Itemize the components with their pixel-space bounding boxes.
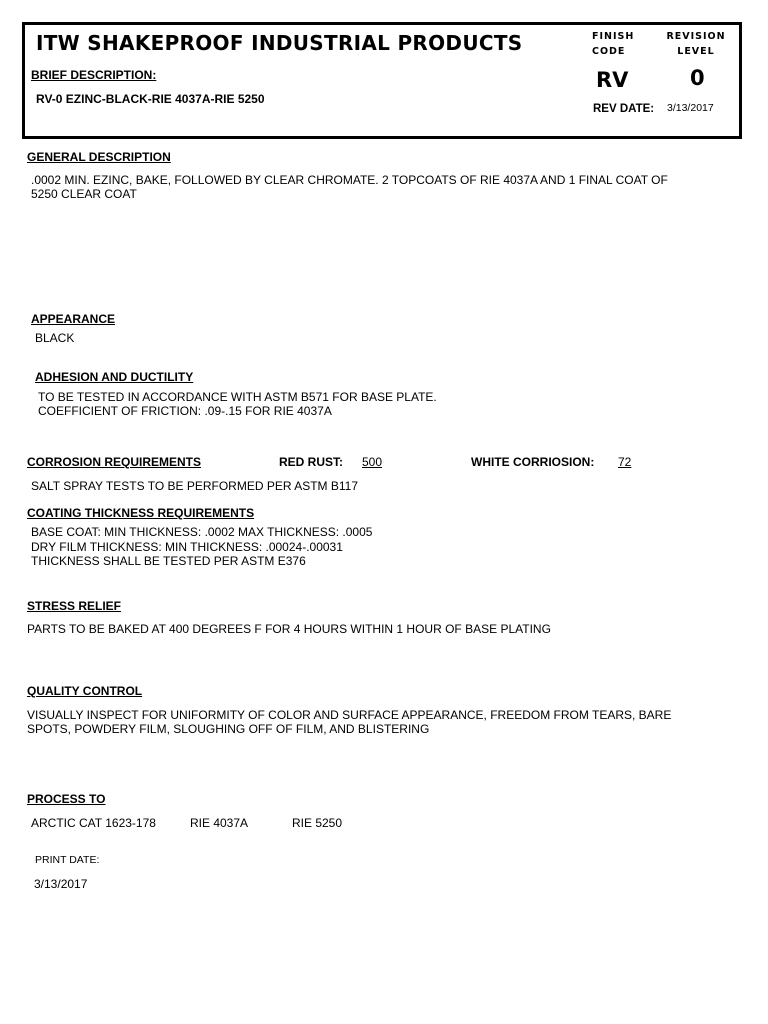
general-description-line1: .0002 MIN. EZINC, BAKE, FOLLOWED BY CLEAR CHROMATE. 2 TOPCOATS OF RIE 4037A AND 1 FINAL COAT OF	[31, 173, 668, 187]
brief-description-label: BRIEF DESCRIPTION:	[31, 68, 157, 82]
white-corrosion-value: 72	[618, 455, 632, 469]
revision-label-line1: REVISION	[666, 31, 726, 42]
finish-code-label-line2: CODE	[592, 46, 626, 57]
adhesion-heading: ADHESION AND DUCTILITY	[35, 370, 194, 384]
salt-spray-note: SALT SPRAY TESTS TO BE PERFORMED PER ASTM B117	[31, 479, 358, 493]
finish-code-label-line1: FINISH	[592, 31, 635, 42]
white-corrosion-label: WHITE CORRIOSION:	[471, 455, 595, 469]
coating-line3: THICKNESS SHALL BE TESTED PER ASTM E376	[31, 554, 306, 568]
coating-line2: DRY FILM THICKNESS: MIN THICKNESS: .00024-.00031	[31, 540, 343, 554]
general-description-line2: 5250 CLEAR COAT	[31, 187, 137, 201]
company-name: ITW SHAKEPROOF INDUSTRIAL PRODUCTS	[36, 31, 523, 55]
process-to-heading: PROCESS TO	[27, 792, 106, 806]
corrosion-heading: CORROSION REQUIREMENTS	[27, 455, 202, 469]
red-rust-label: RED RUST:	[279, 455, 344, 469]
quality-control-line2: SPOTS, POWDERY FILM, SLOUGHING OFF OF FILM, AND BLISTERING	[27, 722, 430, 736]
appearance-value: BLACK	[35, 331, 75, 345]
print-date-label: PRINT DATE:	[35, 854, 100, 866]
revision-level-value: 0	[690, 66, 705, 90]
finish-code-value: RV	[596, 68, 629, 92]
red-rust-value: 500	[362, 455, 383, 469]
stress-relief-heading: STRESS RELIEF	[27, 599, 122, 613]
quality-control-heading: QUALITY CONTROL	[27, 684, 143, 698]
adhesion-line2: COEFFICIENT OF FRICTION: .09-.15 FOR RIE 4037A	[38, 404, 332, 418]
brief-description: RV-0 EZINC-BLACK-RIE 4037A-RIE 5250	[36, 92, 265, 106]
revision-level-label	[660, 29, 732, 59]
adhesion-line1: TO BE TESTED IN ACCORDANCE WITH ASTM B571 FOR BASE PLATE.	[38, 390, 437, 404]
stress-relief-line1: PARTS TO BE BAKED AT 400 DEGREES F FOR 4 HOURS WITHIN 1 HOUR OF BASE PLATING	[27, 622, 551, 636]
rev-date-label: REV DATE:	[593, 103, 655, 115]
coating-heading: COATING THICKNESS REQUIREMENTS	[27, 506, 255, 520]
process-item: ARCTIC CAT 1623-178	[31, 816, 156, 830]
finish-code-label	[580, 29, 656, 59]
process-item: RIE 4037A	[190, 816, 249, 830]
rev-date: 3/13/2017	[667, 102, 714, 114]
general-description-heading: GENERAL DESCRIPTION	[27, 150, 171, 164]
process-item: RIE 5250	[292, 816, 343, 830]
quality-control-line1: VISUALLY INSPECT FOR UNIFORMITY OF COLOR AND SURFACE APPEARANCE, FREEDOM FROM TEARS, BARE	[27, 708, 672, 722]
coating-line1: BASE COAT: MIN THICKNESS: .0002 MAX THICKNESS: .0005	[31, 525, 373, 539]
print-date: 3/13/2017	[34, 877, 88, 891]
revision-label-line2: LEVEL	[677, 46, 715, 57]
appearance-heading: APPEARANCE	[31, 312, 116, 326]
